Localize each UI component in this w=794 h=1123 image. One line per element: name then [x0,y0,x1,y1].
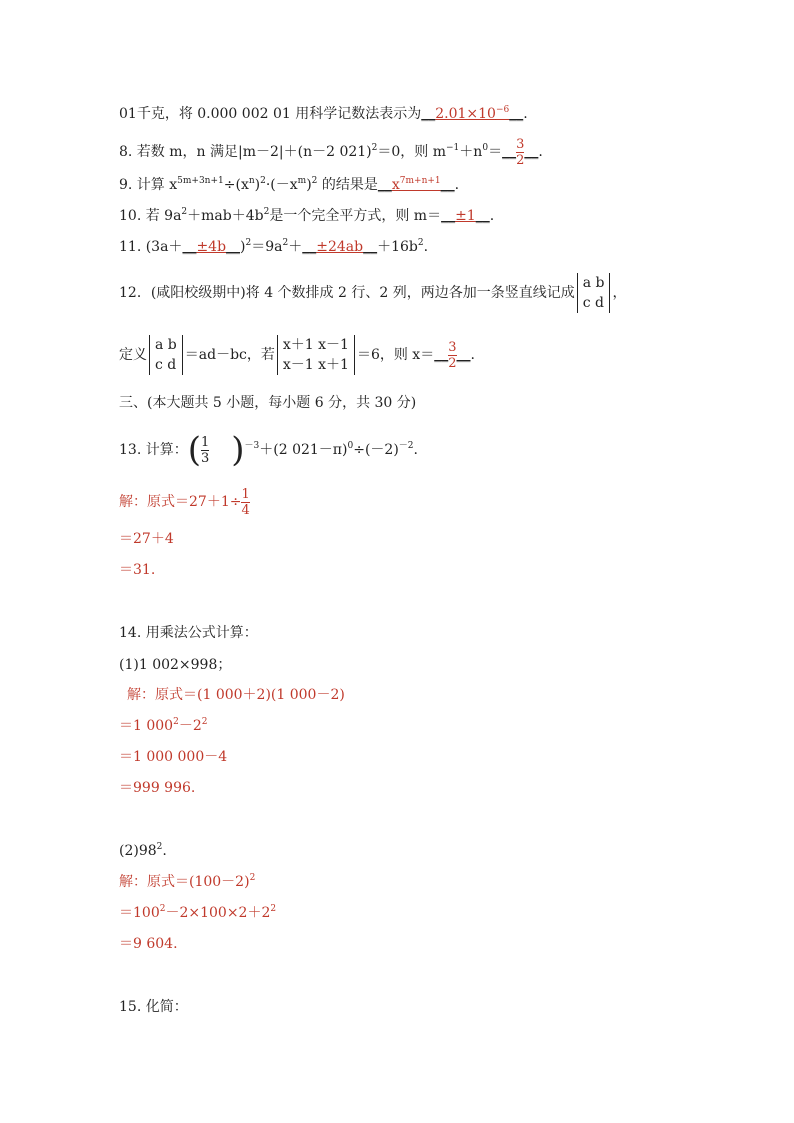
determinant: a b c d [577,273,611,313]
answer-fraction: $\frac{3}{2}$ [516,136,525,168]
answer-blank: __±24ab__ [302,239,378,255]
question-9: 9. 计算 $x^{5m+3n+1}\div(x^n)^2\cdot(-x^m)^2$ 的结果是$\_\_x^{7m+n+1}\_\_$. [119,176,460,193]
answer-blank: $\_\_x^{7m+n+1}\_\_$ [377,176,455,193]
solution-13-step-3: ＝31. [119,562,156,578]
question-text: 01千克，将 0.000 002 01 用科学记数法表示为 [119,106,422,122]
solution-14-1-step-2: ＝1 $000^2-2^2$ [119,717,208,734]
question-12: 12．(咸阳校级期中)将 4 个数排成 2 行、2 列，两边各加一条竖直线记成 a b c d ， [119,275,627,311]
answer-text: ±1 [455,208,476,224]
question-14: 14. 用乘法公式计算： [119,625,258,641]
solution-13-step-1: 解：原式＝27＋1÷ $\frac{1}{4}$ [119,486,250,518]
answer-blank: __±4b__ [182,239,241,255]
answer-blank: $\_\_2.01\times 10^{-6}\_\_$ [421,105,524,122]
question-10: 10. 若 $9a^2+mab+4b^2$是一个完全平方式，则 m＝__±1__. [119,207,495,224]
solution-14-2-step-1: 解：原式$=(100-2)^2$ [119,873,256,890]
solution-14-2-step-3: ＝9 604. [119,936,178,952]
answer-fraction: $\frac{3}{2}$ [448,339,457,371]
question-13: 13. 计算：( $\frac{1}{3}$ )$^{-3}$＋(2 $021-\pi)^0\div(-2)^{-2}$. [119,430,418,470]
solution-13-step-2: ＝27＋4 [119,531,174,547]
answer-text: $x^{7m+n+1}$ [391,176,441,193]
solution-14-1-step-4: ＝999 996. [119,780,196,796]
section-heading: 三、(本大题共 5 小题，每小题 6 分，共 30 分) [119,395,417,411]
answer-text: ±24ab [316,239,364,255]
question-8: 8. 若数 m，n 满足|m－2|＋(n－2 021)$^2$＝0，则 $m^{-1}+n^0=\_\_$ $\frac{3}{2}$ __. [119,136,543,168]
solution-14-1-step-1: 解：原式＝(1 000＋2)(1 000－2) [127,687,345,703]
question-12-definition: 定义 a b c d ＝ad－bc，若 x＋1 x－1 x－1 x＋1 ＝6，则 x＝__ $\frac{3}{2}$ __. [119,337,475,373]
determinant: a b c d [149,335,183,375]
question-15: 15. 化简： [119,999,188,1015]
question-14-part-1: (1)1 002×998； [119,657,232,673]
question-14-part-2: $(2)98^2$. [119,842,167,859]
determinant: x＋1 x－1 x－1 x＋1 [277,335,355,375]
fraction: $\frac{1}{3}$ [200,434,210,466]
line-sci-notation: 01千克，将 0.000 002 01 用科学记数法表示为$\_\_2.01\times 10^{-6}\_\_$. [119,105,528,122]
answer-blank: __ $\frac{3}{2}$ __ [502,136,539,168]
answer-blank: __±1__ [441,208,490,224]
fraction: $\frac{1}{4}$ [241,486,250,518]
solution-14-1-step-3: ＝1 000 000－4 [119,749,228,765]
solution-14-2-step-2: $=100^2-2\times 100\times 2+2^2$ [119,904,277,921]
answer-text: ±4b [196,239,227,255]
answer-blank: __ $\frac{3}{2}$ __ [434,339,471,371]
question-11: 11. $(3a+\_\_\pm 4b\_\_)^2=9a^2+\_\_\pm 24ab\_\_+16b^2$. [119,238,429,255]
answer-text: $2.01\times 10^{-6}$ [435,105,510,122]
